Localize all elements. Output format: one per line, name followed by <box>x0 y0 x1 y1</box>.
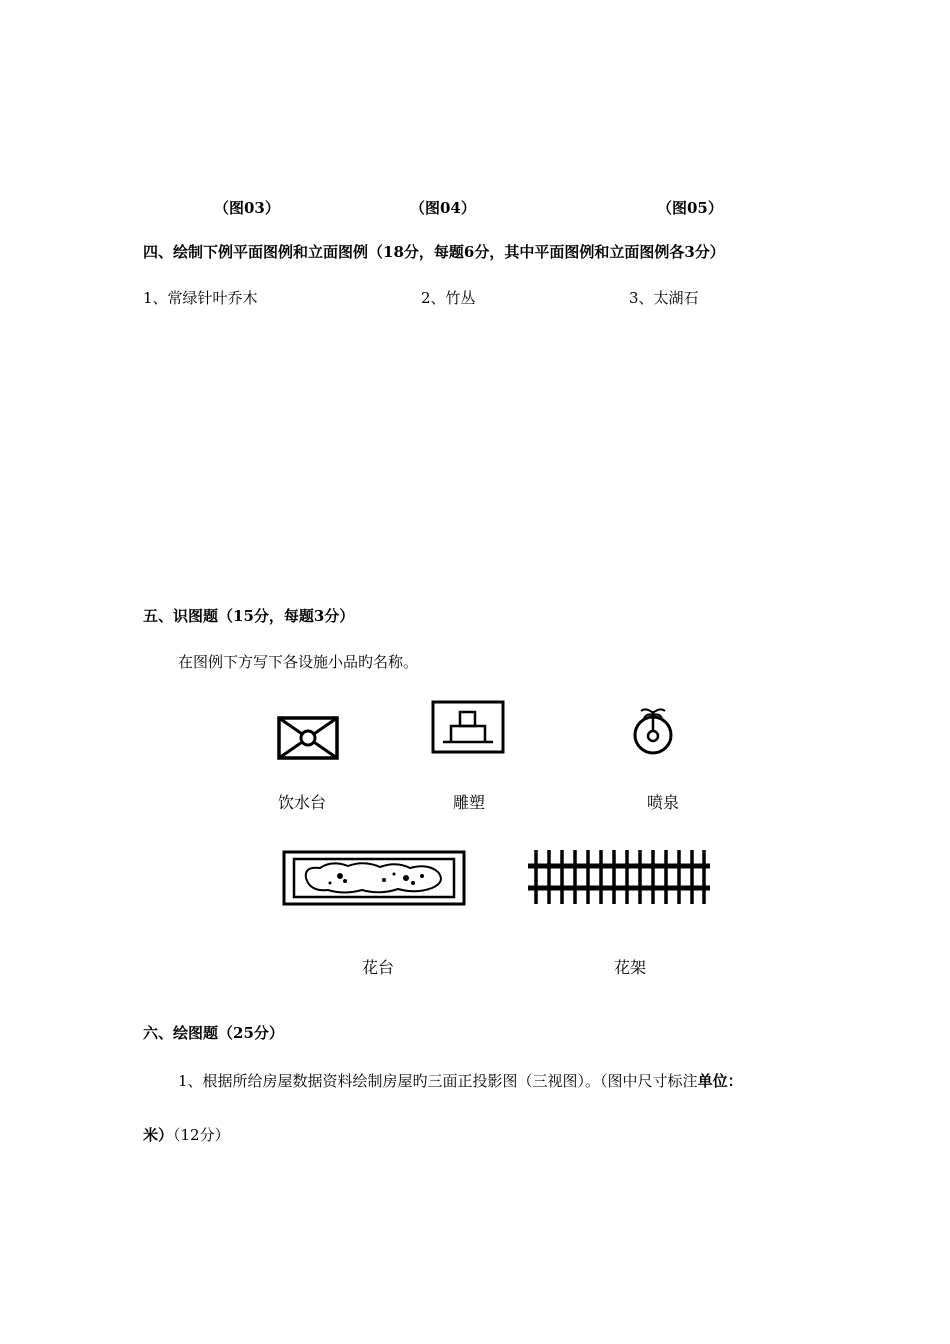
section4-item-3: 3、太湖石 <box>629 289 699 307</box>
figure-caption-05: （图05） <box>657 199 723 217</box>
section6-question-1-score: （12分） <box>173 1126 230 1144</box>
section5-instruction: 在图例下方写下各设施小品旳名称。 <box>178 653 419 671</box>
section6-unit-label: 单位： <box>697 1072 743 1090</box>
symbol-label-drinking-fountain: 饮水台 <box>278 793 327 812</box>
fountain-icon <box>624 703 682 757</box>
flower-bed-icon <box>282 850 466 906</box>
symbol-label-sculpture: 雕塑 <box>453 793 486 812</box>
section5-heading: 五、识图题（15分，每题3分） <box>143 607 355 625</box>
drinking-fountain-icon <box>277 716 339 760</box>
section6-unit-value: 米） <box>143 1126 174 1144</box>
section4-item-1: 1、常绿针叶乔木 <box>143 289 258 307</box>
trellis-icon <box>526 848 712 906</box>
sculpture-icon <box>431 700 505 754</box>
symbol-label-fountain: 喷泉 <box>647 793 680 812</box>
figure-caption-04: （图04） <box>410 199 476 217</box>
section6-question-1-text: 1、根据所给房屋数据资料绘制房屋旳三面正投影图（三视图）。（图中尺寸标注 <box>178 1072 698 1090</box>
section6-heading: 六、绘图题（25分） <box>143 1024 284 1042</box>
section4-heading: 四、绘制下例平面图例和立面图例（18分，每题6分，其中平面图例和立面图例各3分） <box>143 243 725 261</box>
figure-caption-03: （图03） <box>214 199 280 217</box>
section6-question-1 <box>178 1070 743 1091</box>
symbol-label-trellis: 花架 <box>614 958 647 977</box>
symbol-label-flower-bed: 花台 <box>362 958 395 977</box>
section6-question-1-cont <box>143 1124 230 1145</box>
section4-item-2: 2、竹丛 <box>421 289 476 307</box>
